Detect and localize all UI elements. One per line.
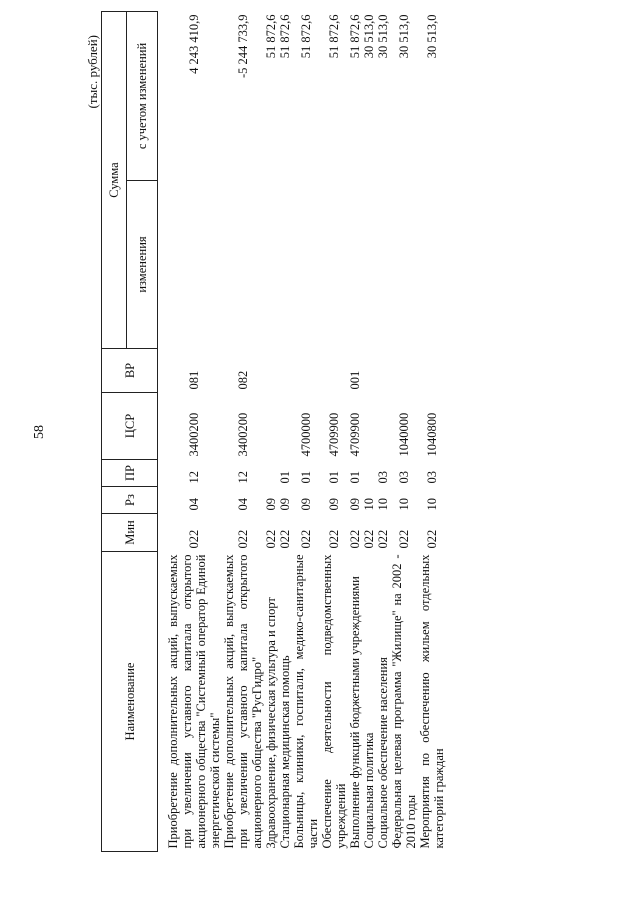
rotated-page-content <box>75 12 640 852</box>
header-sum: Сумма <box>102 12 127 349</box>
row-csr: 1040800 <box>425 412 439 457</box>
header-min: Мин <box>102 514 158 552</box>
table-row <box>362 12 376 852</box>
row-name: Стационарная медицинская помощь <box>278 655 292 849</box>
row-changes <box>418 181 446 349</box>
budget-table <box>101 11 446 852</box>
row-rz: 10 <box>376 498 390 511</box>
row-amount-with-changes: 30 513,0 <box>362 14 376 59</box>
row-min: 022 <box>376 529 390 549</box>
row-vr <box>376 349 390 393</box>
row-min: 022 <box>299 529 313 549</box>
header-with-changes: с учетом изменений <box>127 12 158 181</box>
row-min: 022 <box>187 529 201 549</box>
row-min: 022 <box>236 529 250 549</box>
row-changes <box>222 181 264 349</box>
row-pr: 03 <box>425 471 439 484</box>
table-row <box>320 12 348 852</box>
row-pr: 01 <box>327 471 341 484</box>
row-pr <box>362 460 376 487</box>
row-amount-with-changes: 30 513,0 <box>376 14 390 59</box>
row-csr: 3400200 <box>187 412 201 457</box>
row-csr: 3400200 <box>236 412 250 457</box>
row-vr <box>320 349 348 393</box>
table-row <box>348 12 362 852</box>
row-changes <box>158 181 223 349</box>
row-rz: 10 <box>362 498 376 511</box>
row-rz: 09 <box>348 498 362 511</box>
row-amount-with-changes: 4 243 410,9 <box>187 14 201 74</box>
row-csr: 4709900 <box>327 412 341 457</box>
header-pr: ПР <box>102 460 158 487</box>
row-name: Обеспечение деятельности подведомственных учреждений <box>320 554 348 849</box>
row-rz: 09 <box>299 498 313 511</box>
row-changes <box>292 181 320 349</box>
row-csr <box>264 393 278 460</box>
table-row <box>222 12 264 852</box>
row-pr: 12 <box>187 471 201 484</box>
row-min: 022 <box>278 529 292 549</box>
row-vr: 001 <box>348 370 362 390</box>
header-csr: ЦСР <box>102 393 158 460</box>
row-name: Здравоохранение, физическая культура и спорт <box>264 597 278 849</box>
header-rz: Рз <box>102 487 158 514</box>
row-name: Социальная политика <box>362 732 376 849</box>
row-vr: 081 <box>187 370 201 390</box>
table-row <box>376 12 390 852</box>
row-pr: 01 <box>278 471 292 484</box>
row-amount-with-changes: 51 872,6 <box>348 14 362 59</box>
row-vr <box>362 349 376 393</box>
table-row <box>158 12 223 852</box>
row-name: Социальное обеспечение населения <box>376 657 390 849</box>
row-rz: 09 <box>264 498 278 511</box>
row-name: Приобретение дополнительных акций, выпускаемых при увеличении уставного капитала открытого акционерного общества "Системный оператор Единой энергетической системы" <box>166 554 222 849</box>
row-vr <box>418 349 446 393</box>
row-changes <box>320 181 348 349</box>
row-csr <box>362 393 376 460</box>
table-body <box>158 12 447 852</box>
row-amount-with-changes: 51 872,6 <box>278 14 292 59</box>
table-row <box>278 12 292 852</box>
header-changes: изменения <box>127 181 158 349</box>
row-pr: 03 <box>397 471 411 484</box>
row-pr: 01 <box>299 471 313 484</box>
table-row <box>418 12 446 852</box>
row-amount-with-changes: 30 513,0 <box>397 14 411 59</box>
row-pr: 01 <box>348 471 362 484</box>
row-min: 022 <box>425 529 439 549</box>
row-name: Больницы, клиники, госпитали, медико-санитарные части <box>292 554 320 849</box>
header-name: Наименование <box>102 552 158 852</box>
row-rz: 04 <box>236 498 250 511</box>
row-min: 022 <box>264 529 278 549</box>
row-amount-with-changes: 30 513,0 <box>425 14 439 59</box>
row-rz: 09 <box>327 498 341 511</box>
row-name: Выполнение функций бюджетными учреждениями <box>348 576 362 849</box>
row-csr <box>278 393 292 460</box>
row-csr: 4709900 <box>348 412 362 457</box>
row-name: Приобретение дополнительных акций, выпускаемых при увеличении уставного капитала открытого акционерного общества "РусГидро" <box>222 554 264 849</box>
row-amount-with-changes: -5 244 733,9 <box>236 14 250 79</box>
row-changes <box>264 181 278 349</box>
row-changes <box>376 181 390 349</box>
row-min: 022 <box>348 529 362 549</box>
row-rz: 10 <box>397 498 411 511</box>
row-pr: 03 <box>376 471 390 484</box>
row-pr: 12 <box>236 471 250 484</box>
table-row <box>292 12 320 852</box>
units-note: (тыс. рублей) <box>85 35 100 109</box>
row-vr <box>278 349 292 393</box>
table-row <box>264 12 278 852</box>
row-amount-with-changes: 51 872,6 <box>264 14 278 59</box>
row-csr: 1040000 <box>397 412 411 457</box>
row-amount-with-changes: 51 872,6 <box>299 14 313 59</box>
row-pr <box>264 460 278 487</box>
row-changes <box>390 181 418 349</box>
row-rz: 04 <box>187 498 201 511</box>
row-vr: 082 <box>236 370 250 390</box>
row-changes <box>348 181 362 349</box>
row-vr <box>264 349 278 393</box>
row-rz: 10 <box>425 498 439 511</box>
header-vr: ВР <box>102 349 158 393</box>
row-min: 022 <box>327 529 341 549</box>
page-number: 58 <box>32 425 47 439</box>
row-csr <box>376 393 390 460</box>
row-changes <box>362 181 376 349</box>
table-header <box>102 12 158 852</box>
row-rz: 09 <box>278 498 292 511</box>
row-amount-with-changes: 51 872,6 <box>327 14 341 59</box>
row-changes <box>278 181 292 349</box>
row-min: 022 <box>397 529 411 549</box>
row-vr <box>390 349 418 393</box>
row-vr <box>292 349 320 393</box>
row-csr: 4700000 <box>299 412 313 457</box>
row-name: Федеральная целевая программа "Жилище" на 2002 - 2010 годы <box>390 554 418 849</box>
table-row <box>390 12 418 852</box>
row-name: Мероприятия по обеспечению жильем отдельных категорий граждан <box>418 554 446 849</box>
row-min: 022 <box>362 529 376 549</box>
